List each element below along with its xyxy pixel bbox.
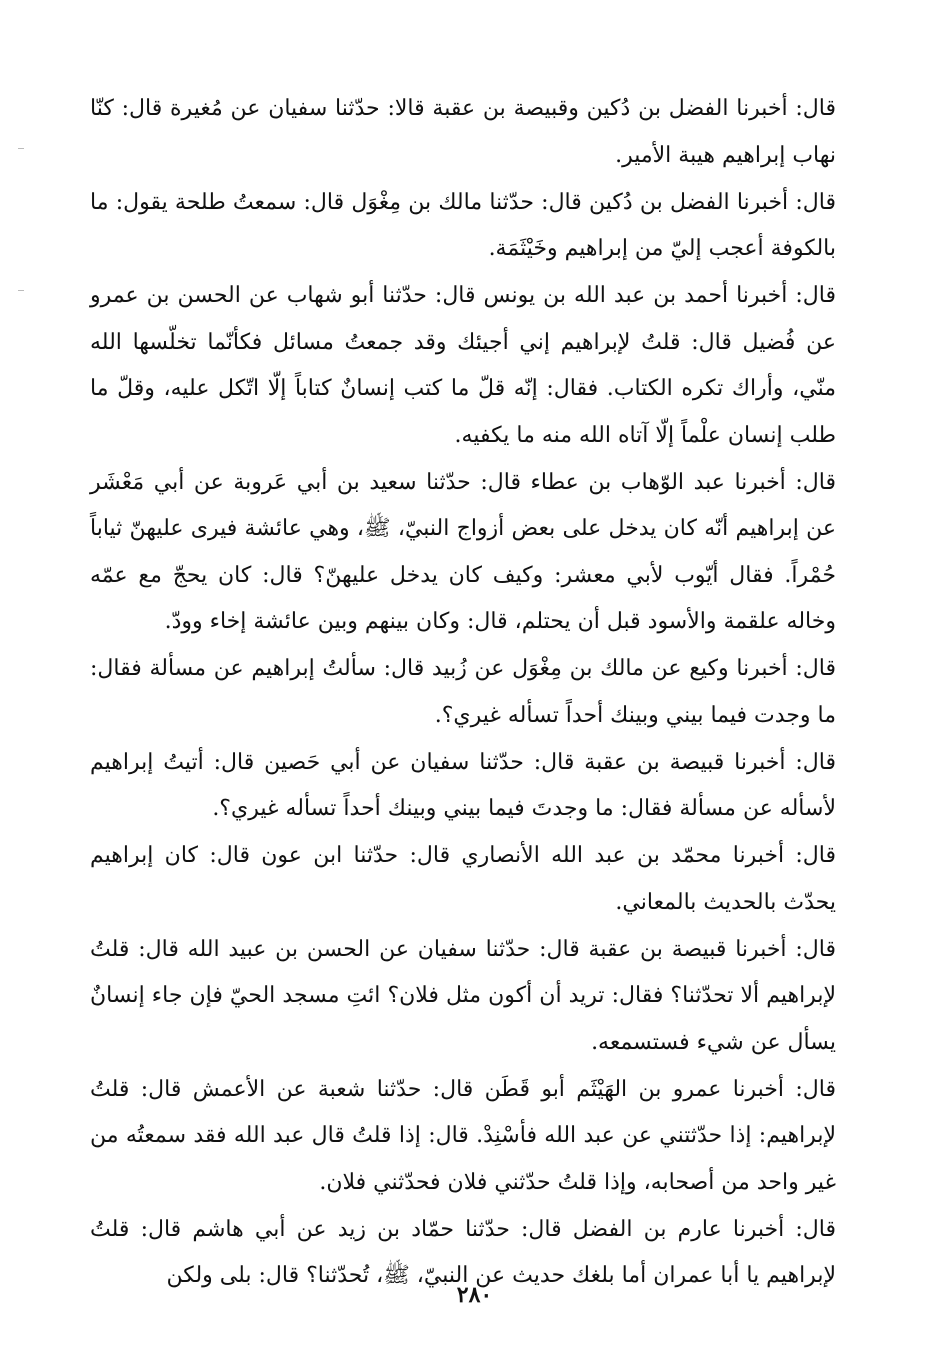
document-page (90, 86, 836, 1300)
paragraph: قال: أخبرنا الفضل بن دُكين قال: حدّثنا مالك بن مِغْوَل قال: سمعتُ طلحة يقول: ما بالكوفة أعجب إليّ من إبراهيم وخَيْثَمَة. (90, 189, 836, 261)
page-number: ٢٨٠ (456, 1282, 493, 1308)
paragraph: قال: أخبرنا أحمد بن عبد الله بن يونس قال: حدّثنا أبو شهاب عن الحسن بن عمرو عن فُضيل قال: قلتُ لإبراهيم إني أجيئك وقد جمعتُ مسائل فكأنّما تخلّسها الله منّي، وأراك تكره الكتاب. فقال: إنّه قلّ ما كتب إنسانٌ كتاباً إلّا اتّكل عليه، وقلّ ما طلب إنسان علْماً إلّا آتاه الله منه ما يكفيه. (90, 283, 836, 448)
margin-mark (18, 290, 24, 291)
paragraph: قال: أخبرنا عبد الوّهاب بن عطاء قال: حدّثنا سعيد بن أبي عَروبة عن أبي مَعْشَر عن إبراهيم أنّه كان يدخل على بعض أزواج النبيّ، ﷺ، وهي عائشة فيرى عليهنّ ثياباً حُمْراً. فقال أيّوب لأبي معشر: وكيف كان يدخل عليهنّ؟ قال: كان يحجّ مع عمّه وخاله علقمة والأسود قبل أن يحتلم، قال: وكان بينهم وبين عائشة إخاء وودّ. (90, 469, 836, 634)
paragraph: قال: أخبرنا عارم بن الفضل قال: حدّثنا حمّاد بن زيد عن أبي هاشم قال: قلتُ لإبراهيم يا أبا عمران أما بلغك حديث عن النبيّ، ﷺ، تُحدّثنا؟ قال: بلى ولكن (90, 1216, 836, 1288)
paragraph: قال: أخبرنا عمرو بن الهَيْثَم أبو قَطَن قال: حدّثنا شعبة عن الأعمش قال: قلتُ لإبراهيم: إذا حدّثتني عن عبد الله فأسْنِدْ. قال: إذا قلتُ قال عبد الله فقد سمعتُه من غير واحد من أصحابه، وإذا قلتُ حدّثني فلان فحدّثني فلان. (90, 1076, 836, 1195)
paragraph: قال: أخبرنا الفضل بن دُكين وقبيصة بن عقبة قالا: حدّثنا سفيان عن مُغيرة قال: كنّا نهاب إبراهيم هيبة الأمير. (90, 96, 836, 168)
paragraph: قال: أخبرنا قبيصة بن عقبة قال: حدّثنا سفيان عن أبي حَصين قال: أتيتُ إبراهيم لأسأله عن مسألة فقال: ما وجدتَ فيما بيني وبينك أحداً تسأله غيري؟. (90, 749, 836, 821)
paragraph: قال: أخبرنا قبيصة بن عقبة قال: حدّثنا سفيان عن الحسن بن عبيد الله قال: قلتُ لإبراهيم ألا تحدّثنا؟ فقال: تريد أن أكون مثل فلان؟ ائتِ مسجد الحيّ فإن جاء إنسانٌ يسأل عن شيء فستسمعه. (90, 936, 836, 1055)
paragraph: قال: أخبرنا محمّد بن عبد الله الأنصاري قال: حدّثنا ابن عون قال: كان إبراهيم يحدّث بالحديث بالمعاني. (90, 843, 836, 915)
paragraph: قال: أخبرنا وكيع عن مالك بن مِغْوَل عن زُبيد قال: سألتُ إبراهيم عن مسألة فقال: ما وجدت فيما بيني وبينك أحداً تسأله غيري؟. (90, 656, 836, 728)
margin-mark (18, 148, 24, 149)
